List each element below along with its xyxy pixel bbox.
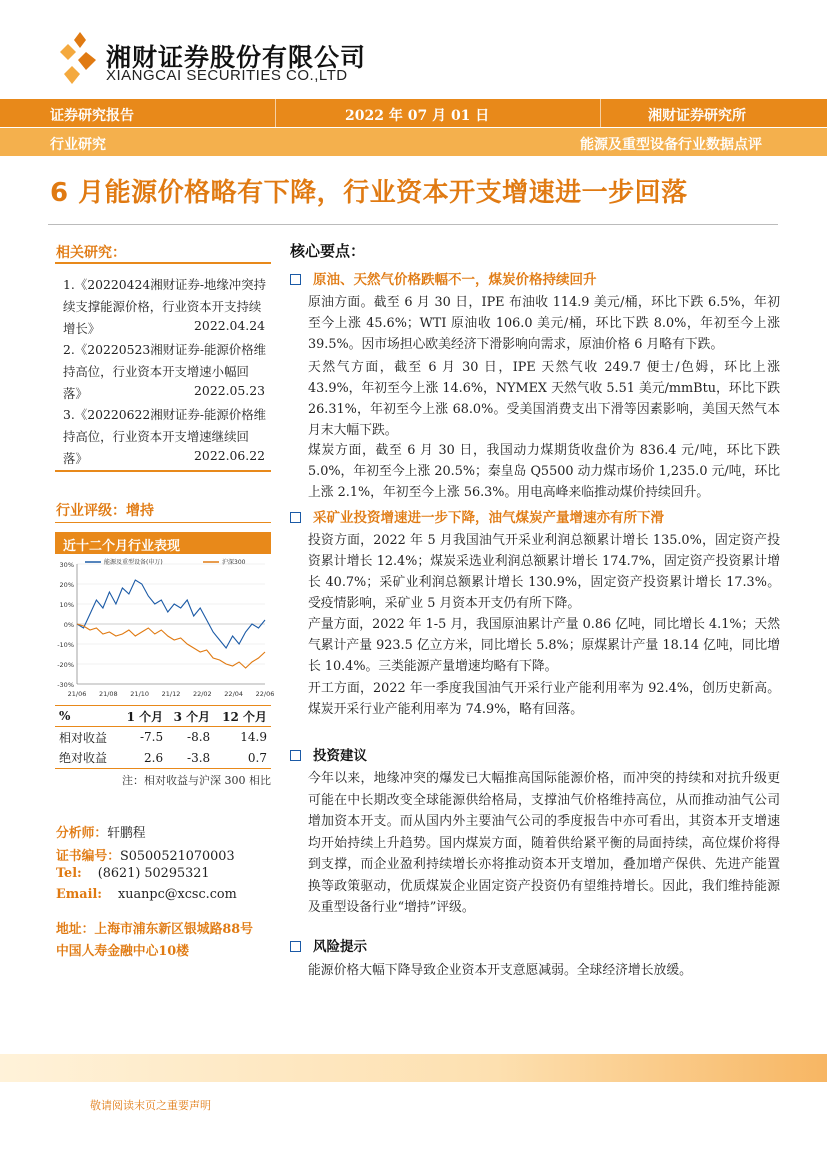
related-item-date: 2022.06.22 (194, 448, 265, 463)
paragraph: 今年以来，地缘冲突的爆发已大幅推高国际能源价格，而冲突的持续和对抗升级更可能在中长期改变全球能源供给格局，支撑油气价格维持高位，从而推动油气公司增加资本开支。而从国内外主要油气公司的季度报告中亦可看出，其资本开支增速均开始持续上升趋势。国内煤炭方面，随着供给紧平衡的局面持续，高位煤价将得到支撑，而企业盈利持续增长亦将推动资本开支增加，叠加增产保供、先进产能置换等政策驱动，优质煤炭企业固定资产投资仍有望维持增长。因此，我们维持能源及重型设备行业“增持”评级。 (308, 771, 780, 915)
checkbox-bullet-icon (290, 274, 301, 285)
analyst-name-label: 分析师： (56, 826, 108, 841)
table-header: 3 个月 (167, 706, 214, 727)
analyst-cert-label: 证书编号： (56, 849, 120, 864)
section-heading (290, 935, 367, 955)
table-row (55, 727, 271, 748)
chart-series-line (77, 624, 265, 668)
bar-divider (600, 99, 601, 127)
section-title: 投资建议 (313, 748, 367, 764)
core-points-heading: 核心要点： (290, 242, 366, 260)
report-category-bar (0, 128, 827, 156)
analyst-address-label: 地址： (56, 922, 95, 937)
institute-name: 湘财证券研究所 (648, 108, 746, 124)
paragraph: 投资方面，2022 年 5 月我国油气开采业利润总额累计增长 135.0%，固定资产投资累计增长 12.4%；煤炭采选业利润总额累计增长 174.7%，固定资产投资累计增长 40.7%；采矿业利润总额累计增长 130.9%，固定资产投资累计增长 17.3%。受疫情影响，采矿业 5 月资本开支仍有所下降。 (308, 533, 780, 611)
chart-legend-label: 沪深300 (222, 559, 246, 566)
chart-x-tick-label: 22/02 (192, 690, 212, 698)
chart-y-tick-label: -10% (57, 641, 74, 649)
paragraph: 产量方面，2022 年 1-5 月，我国原油累计产量 0.86 亿吨，同比增长 4.1%；天然气累计产量 923.5 亿立方米，同比增长 5.8%；原煤累计产量 18.14 亿吨，同比增长 10.4%。三类能源产量增速均略有下降。 (308, 617, 780, 674)
chart-y-tick-label: 10% (59, 601, 74, 609)
chart-x-tick-label: 22/06 (255, 690, 275, 698)
analyst-tel-label: Tel: (56, 866, 82, 881)
table-header: % (55, 706, 120, 727)
analyst-address-line: 中国人寿金融中心10楼 (56, 944, 189, 959)
chart-x-tick-label: 21/12 (161, 690, 181, 698)
company-name-en: XIANGCAI SECURITIES CO.,LTD (106, 67, 348, 84)
bar-divider (275, 99, 276, 127)
related-item-date: 2022.05.23 (194, 383, 265, 398)
chart-x-tick-label: 22/04 (224, 690, 244, 698)
chart-legend-label: 能源及重型设备(申万) (104, 559, 163, 566)
table-cell: -7.5 (139, 730, 164, 745)
chart-x-tick-label: 21/06 (67, 690, 87, 698)
chart-x-tick-label: 21/08 (98, 690, 118, 698)
report-info-bar (0, 99, 827, 127)
chart-x-tick-label: 21/10 (130, 690, 150, 698)
table-cell: 绝对收益 (55, 748, 120, 769)
paragraph: 天然气方面，截至 6 月 30 日，IPE 天然气收 249.7 便士/色姆，环比上涨 43.9%，年初至今上涨 14.6%，NYMEX 天然气收 5.51 美元/mmBtu，环比下跌 26.31%，年初至今上涨 68.0%。受美国消费支出下滑等因素影响，美国天然气本月末大幅下跌。 (308, 360, 780, 438)
performance-note: 注：相对收益与沪深 300 相比 (122, 774, 271, 787)
analyst-name (56, 822, 146, 841)
rating-divider (55, 522, 271, 523)
section-heading (290, 268, 597, 288)
paragraph: 开工方面，2022 年一季度我国油气开采行业产能利用率为 92.4%，创历史新高。煤炭开采行业产能利用率为 74.9%，略有回落。 (308, 681, 780, 717)
table-cell: 相对收益 (59, 730, 108, 745)
analyst-address-2 (56, 940, 189, 959)
performance-heading: 近十二个月行业表现 (55, 532, 271, 554)
section-heading (290, 744, 367, 764)
related-item[interactable]: 1.《20220424湘财证券-地缘冲突持续支撑能源价格，行业资本开支持续增长》 (63, 277, 266, 336)
analyst-address (56, 918, 253, 937)
section-title: 风险提示 (313, 939, 367, 955)
performance-table (55, 705, 271, 769)
company-name-cn: 湘财证券股份有限公司 (106, 43, 367, 72)
chart-y-tick-label: 30% (59, 561, 74, 569)
table-header-row (55, 706, 271, 727)
analyst-name-value: 轩鹏程 (107, 826, 146, 841)
report-category: 行业研究 (50, 137, 106, 153)
paragraph: 煤炭方面，截至 6 月 30 日，我国动力煤期货收盘价为 836.4 元/吨，环比下跌 5.0%，年初至今上涨 20.5%；秦皇岛 Q5500 动力煤市场价 1,235.0 元/吨，环比上涨 2.1%，年初至今上涨 56.3%。用电高峰来临推动煤价持续回升。 (308, 443, 780, 500)
related-item-date: 2022.04.24 (194, 318, 265, 333)
checkbox-bullet-icon (290, 512, 301, 523)
related-item[interactable]: 3.《20220622湘财证券-能源价格维持高位，行业资本开支增速继续回落》 (63, 407, 266, 466)
checkbox-bullet-icon (290, 750, 301, 761)
industry-rating: 行业评级：增持 (56, 503, 154, 519)
analyst-email (56, 887, 237, 902)
analyst-tel (56, 866, 210, 881)
analyst-cert-value: S0500521070003 (119, 849, 235, 864)
chart-y-tick-label: 0% (63, 621, 74, 629)
footer-bar (0, 1054, 827, 1082)
chart-y-tick-label: -30% (57, 681, 74, 689)
paragraph: 原油方面。截至 6 月 30 日，IPE 布油收 114.9 美元/桶，环比下跌 6.5%，年初至今上涨 45.6%；WTI 原油收 106.0 美元/桶，环比下跌 8.0%，年初至今上涨 39.5%。因市场担心欧美经济下滑影响向需求，原油价格 6 月略有下跌。 (308, 295, 780, 352)
page-title: 6 月能源价格略有下降，行业资本开支增速进一步回落 (50, 178, 688, 208)
analyst-cert (56, 845, 235, 864)
chart-y-tick-label: 20% (59, 581, 74, 589)
section-title: 原油、天然气价格跌幅不一，煤炭价格持续回升 (313, 272, 597, 288)
table-cell: -3.8 (167, 748, 214, 769)
related-research-heading: 相关研究： (56, 245, 126, 261)
analyst-email-value[interactable]: xuanpc@xcsc.com (118, 887, 237, 902)
analyst-tel-value: (8621) 50295321 (97, 866, 210, 881)
title-divider (48, 224, 778, 225)
table-row (55, 748, 271, 769)
table-header: 1 个月 (120, 706, 167, 727)
report-type: 证券研究报告 (50, 108, 134, 124)
table-cell: 2.6 (120, 748, 167, 769)
report-subject: 能源及重型设备行业数据点评 (580, 137, 762, 153)
related-item[interactable]: 2.《20220523湘财证券-能源价格维持高位，行业资本开支增速小幅回落》 (63, 342, 266, 401)
section-heading (290, 506, 664, 526)
section-title: 采矿业投资增速进一步下降，油气煤炭产量增速亦有所下滑 (313, 510, 664, 526)
xiangcai-logo-icon (60, 30, 100, 86)
analyst-address-line: 上海市浦东新区银城路88号 (94, 922, 253, 937)
paragraph: 能源价格大幅下降导致企业资本开支意愿减弱。全球经济增长放缓。 (308, 963, 692, 978)
chart-y-tick-label: -20% (57, 661, 74, 669)
footer-disclaimer-link[interactable]: 敬请阅读末页之重要声明 (90, 1099, 211, 1112)
analyst-email-label: Email: (56, 887, 103, 902)
table-cell: 0.7 (214, 748, 271, 769)
table-header: 12 个月 (214, 706, 271, 727)
table-cell: 14.9 (240, 730, 267, 745)
related-research-list (55, 262, 271, 472)
table-cell: -8.8 (187, 730, 211, 745)
report-date: 2022 年 07 月 01 日 (345, 108, 490, 124)
performance-chart (55, 556, 275, 702)
checkbox-bullet-icon (290, 941, 301, 952)
